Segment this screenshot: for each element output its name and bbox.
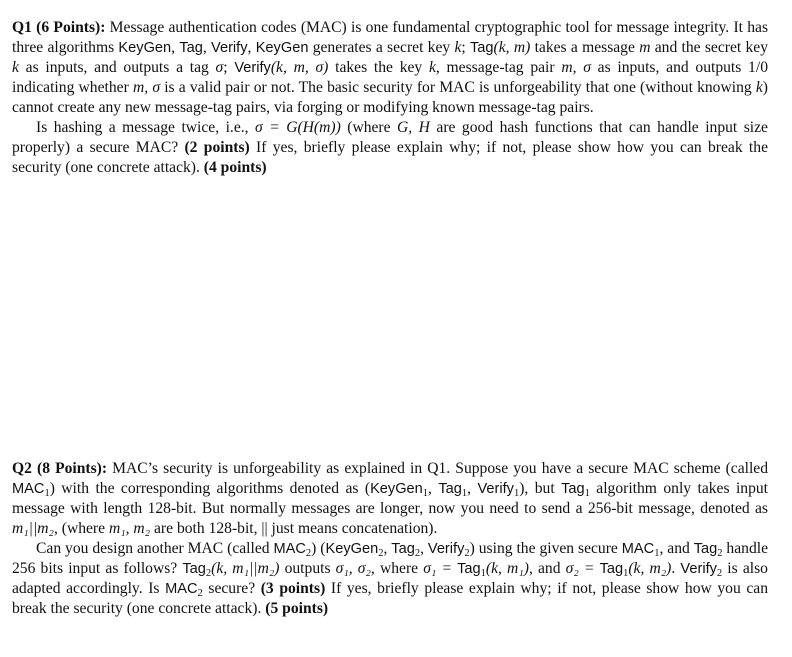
- question-1: [12, 18, 768, 178]
- math-args: (k, m₁): [485, 560, 529, 577]
- keygen-algo: KeyGen: [118, 40, 172, 56]
- tag-algo: Tag: [599, 561, 624, 577]
- math-args: (k, m): [493, 39, 531, 56]
- math-expression: σ₂ =: [565, 560, 595, 577]
- verify-algo: Verify: [680, 561, 717, 577]
- math-args: (k, m₂): [628, 560, 672, 577]
- mac-name: MAC: [621, 541, 655, 557]
- q2-paragraph-1: Q2 (8 Points): MAC’s security is unforgeability as explained in Q1. Suppose you have a secure MAC scheme (called $MAC_1$) with the corresponding algorithms denoted as (KeyGen$_1$, Tag$_1$, Verify$_1$), but Tag$_1$ algorithm only takes input message with length 128-bit. But normally messages are longer, now you need to send a 256-bit message, denoted as m₁||m₂, (where m₁, m₂ are both 128-bit, || just means concatenation).: [12, 460, 769, 537]
- math-var: k: [12, 59, 19, 76]
- keygen-algo: KeyGen: [370, 481, 423, 497]
- tag-algo: Tag: [457, 561, 481, 577]
- math-var: k: [428, 59, 436, 76]
- math-var: k: [454, 39, 462, 56]
- math-var: G, H: [397, 119, 430, 136]
- mac-name: MAC: [165, 581, 198, 597]
- math-expression: σ₁ =: [423, 560, 452, 577]
- points-label: (5 points): [265, 600, 329, 617]
- points-label: (4 points): [203, 159, 267, 176]
- math-var: m: [639, 39, 651, 56]
- math-var: σ₁, σ₂: [335, 560, 371, 577]
- verify-algo: Verify: [477, 481, 514, 497]
- math-expression: m₁||m₂: [12, 520, 54, 537]
- tag-algo: Tag: [693, 541, 718, 557]
- tag-algo: Tag: [391, 541, 415, 557]
- q1-heading: Q1 (6 Points):: [12, 19, 106, 36]
- tag-algo: Tag: [182, 561, 206, 577]
- question-2: [12, 459, 768, 619]
- math-args: (k, m, σ): [270, 59, 329, 76]
- keygen-algo: KeyGen: [325, 541, 379, 557]
- keygen-algo: KeyGen: [255, 40, 309, 56]
- math-var: m₁, m₂: [108, 520, 151, 537]
- math-expression: σ = G(H(m)): [255, 119, 341, 136]
- math-var: k: [755, 79, 763, 96]
- q1-paragraph-2: Is hashing a message twice, i.e., σ = G(H(m)) (where G, H are good hash functions that can handle input size properly) a secure MAC? (2 points) If yes, briefly please explain why; if not, please show how you can break the security (one concrete attack). (4 points): [12, 119, 768, 176]
- math-var: m, σ: [132, 79, 161, 96]
- q1-text: Message authentication codes (MAC) is one fundamental cryptographic tool for message integrity. It has three algorithms: [12, 19, 769, 56]
- mac-name: MAC: [12, 481, 45, 497]
- tag-algo: Tag: [561, 481, 585, 497]
- q2-paragraph-2: Can you design another MAC (called $MAC_2$) (KeyGen$_2$, Tag$_2$, Verify$_2$) using the given secure $MAC_1$, and Tag$_2$ handle 256 bits input as follows? Tag$_2$(k, m₁||m₂) outputs σ₁, σ₂, where σ₁ = Tag$_1$(k, m₁), and σ₂ = Tag$_1$(k, m₂). Verify$_2$ is also adapted accordingly. Is $MAC_2$ secure? (3 points) If yes, briefly please explain why; if not, please show how you can break the security (one concrete attack). (5 points): [12, 540, 768, 617]
- q1-paragraph-1: Q1 (6 Points): Message authentication codes (MAC) is one fundamental cryptographic tool for message integrity. It has three algorithms KeyGen, Tag, Verify, KeyGen generates a secret key k; Tag(k, m) takes a message m and the secret key k as inputs, and outputs a tag σ; Verify(k, m, σ) takes the key k, message-tag pair m, σ as inputs, and outputs 1/0 indicating whether m, σ is a valid pair or not. The basic security for MAC is unforgeability that one (without knowing k) cannot create any new message-tag pairs, via forging or modifying known message-tag pairs.: [12, 19, 769, 116]
- tag-algo: Tag: [470, 40, 494, 56]
- verify-algo: Verify: [211, 40, 248, 56]
- tag-algo: Tag: [179, 40, 203, 56]
- points-label: (2 points): [184, 139, 250, 156]
- verify-algo: Verify: [427, 541, 465, 557]
- math-args: (k, m₁||m₂): [211, 560, 280, 577]
- mac-name: MAC: [273, 541, 306, 557]
- tag-algo: Tag: [438, 481, 462, 497]
- math-var: m, σ: [561, 59, 591, 76]
- q2-heading: Q2 (8 Points):: [12, 460, 108, 477]
- points-label: (3 points): [260, 580, 326, 597]
- math-var: σ: [215, 59, 224, 76]
- verify-algo: Verify: [234, 60, 271, 76]
